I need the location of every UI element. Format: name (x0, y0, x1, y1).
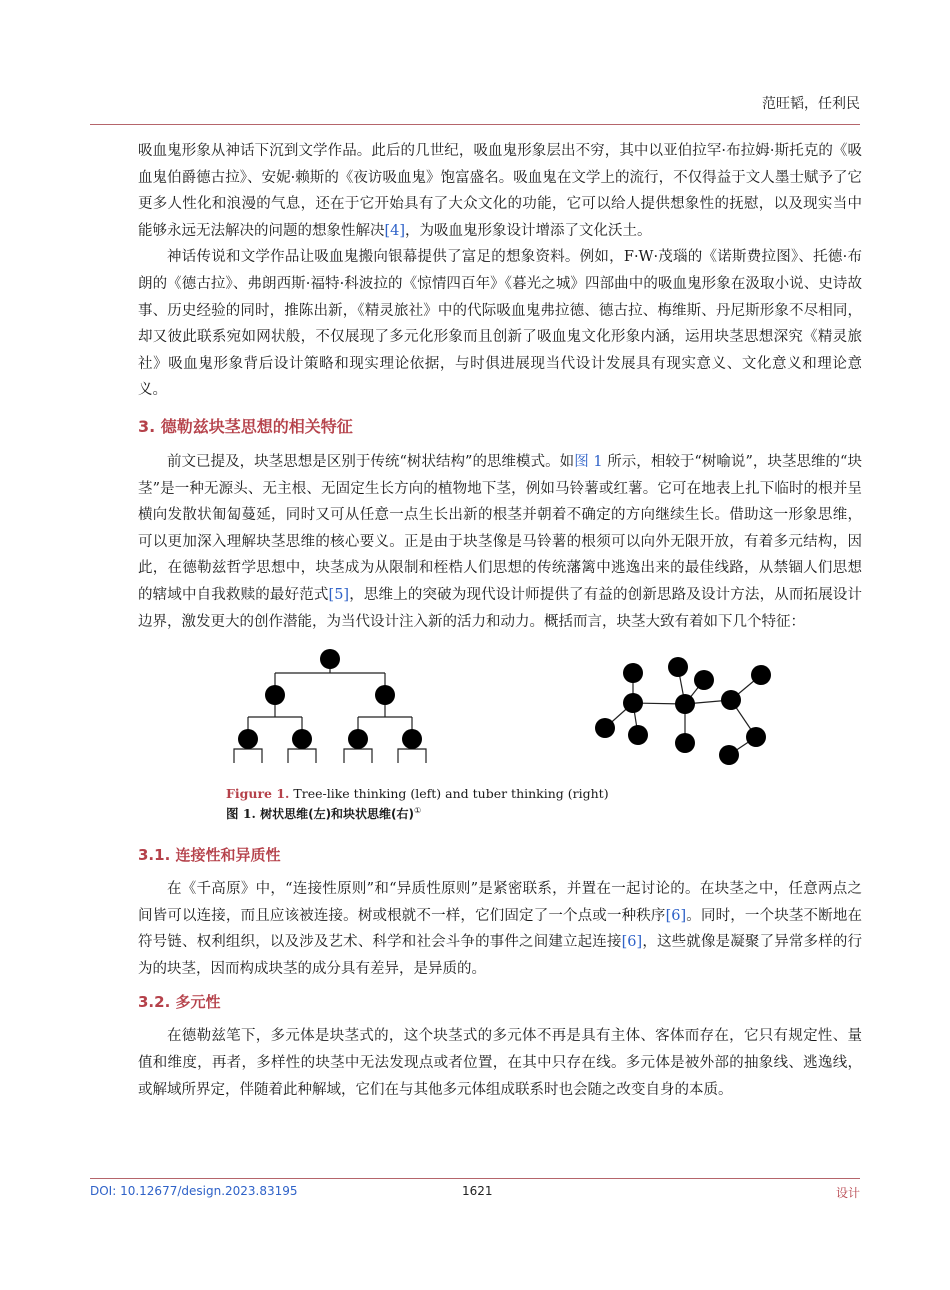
figure-caption (226, 785, 609, 823)
subsection-heading-3-2: 3.2. 多元性 (138, 993, 221, 1012)
journal-name: 设计 (835, 1186, 860, 1200)
citation-link[interactable]: [6] (621, 934, 643, 951)
figure-link[interactable]: 图 1 (574, 453, 603, 470)
footnote-mark: ① (414, 806, 422, 816)
citation-link[interactable]: [4] (384, 222, 406, 239)
paragraph-4: 在《千高原》中，“连接性原则”和“异质性原则”是紧密联系，并置在一起讨论的。在块茎之中，任意两点之间皆可以连接，而且应该被连接。树或根就不一样，它们固定了一个点或一种秩序[6]。同时，一个块茎不断地在符号链、权利组织，以及涉及艺术、科学和社会斗争的事件之间建立起连接[6]，这些就像是凝聚了异常多样的行为的块茎，因而构成块茎的成分具有差异，是异质的。 (138, 881, 863, 977)
citation-link[interactable]: [6] (665, 907, 687, 924)
caption-chinese: 图 1. 树状思维(左)和块状思维(右)① (226, 806, 422, 822)
citation-link[interactable]: [5] (328, 586, 350, 603)
figure-diagram (138, 645, 862, 785)
paragraph-1: 吸血鬼形象从神话下沉到文学作品。此后的几世纪，吸血鬼形象层出不穷，其中以亚伯拉罕·布拉姆·斯托克的《吸血鬼伯爵德古拉》、安妮·赖斯的《夜访吸血鬼》饱富盛名。吸血鬼在文学上的流行，不仅得益于文人墨士赋予了它更多人性化和浪漫的气息，还在于它开始具有了大众文化的功能，它可以给人提供想象性的抚慰，以及现实当中能够永远无法解决的问题的想象性解决[4]，为吸血鬼形象设计增添了文化沃土。 (138, 143, 862, 239)
page-number: 1621 (462, 1184, 493, 1198)
paragraph-2: 神话传说和文学作品让吸血鬼搬向银幕提供了富足的想象资料。例如，F·W·茂瑙的《诺斯费拉图》、托德·布朗的《德古拉》、弗朗西斯·福特·科波拉的《惊情四百年》《暮光之城》四部曲中的吸血鬼形象在汲取小说、史诗故事、历史经验的同时，推陈出新，《精灵旅社》中的代际吸血鬼弗拉德、德古拉、梅维斯、丹尼斯形象不尽相同，却又彼此联系宛如网状般，不仅展现了多元化形象而且创新了吸血鬼文化形象内涵，运用块茎思想深究《精灵旅社》吸血鬼形象背后设计策略和现实理论依据，与时俱进展现当代设计发展具有现实意义、文化意义和理论意义。 (138, 249, 862, 399)
footer-doi-link[interactable]: DOI: 10.12677/design.2023.83195 (90, 1184, 298, 1198)
article-body (138, 138, 862, 1103)
caption-english: Figure 1. Tree-like thinking (left) and tuber thinking (right) (226, 786, 609, 802)
figure-1 (138, 645, 862, 835)
footer-divider (90, 1178, 860, 1179)
header-divider (90, 124, 860, 125)
subsection-heading-3-1: 3.1. 连接性和异质性 (138, 846, 281, 865)
tuber-nodes (595, 657, 771, 765)
tree-nodes (238, 649, 422, 749)
paragraph-5: 在德勒兹笔下，多元体是块茎式的，这个块茎式的多元体不再是具有主体、客体而存在，它只有规定性、量值和维度，再者，多样性的块茎中无法发现点或者位置，在其中只存在线。多元体是被外部的抽象线、逃逸线，或解域所界定，伴随着此种解域，它们在与其他多元体组成联系时也会随之改变自身的本质。 (138, 1028, 862, 1098)
header-authors: 范旺韬，任利民 (762, 96, 860, 112)
tree-diagram (234, 659, 426, 763)
paragraph-3: 前文已提及，块茎思想是区别于传统“树状结构”的思维模式。如图 1 所示，相较于“树喻说”，块茎思维的“块茎”是一种无源头、无主根、无固定生长方向的植物地下茎，例如马铃薯或红薯。它可在地表上扎下临时的根并呈横向发散状匍匐蔓延，同时又可从任意一点生长出新的根茎并朝着不确定的方向继续生长。借助这一形象思维，可以更加深入理解块茎思维的核心要义。正是由于块茎像是马铃薯的根须可以向外无限开放，有着多元结构，因此，在德勒兹哲学思想中，块茎成为从限制和桎梏人们思想的传统藩篱中逃逸出来的最佳线路，从禁锢人们思想的辖域中自我救赎的最好范式[5]，思维上的突破为现代设计师提供了有益的创新思路及设计方法，从而拓展设计边界，激发更大的创作潜能，为当代设计注入新的活力和动力。概括而言，块茎大致有着如下几个特征： (138, 453, 863, 630)
section-heading-3: 3. 德勒兹块茎思想的相关特征 (138, 416, 353, 436)
